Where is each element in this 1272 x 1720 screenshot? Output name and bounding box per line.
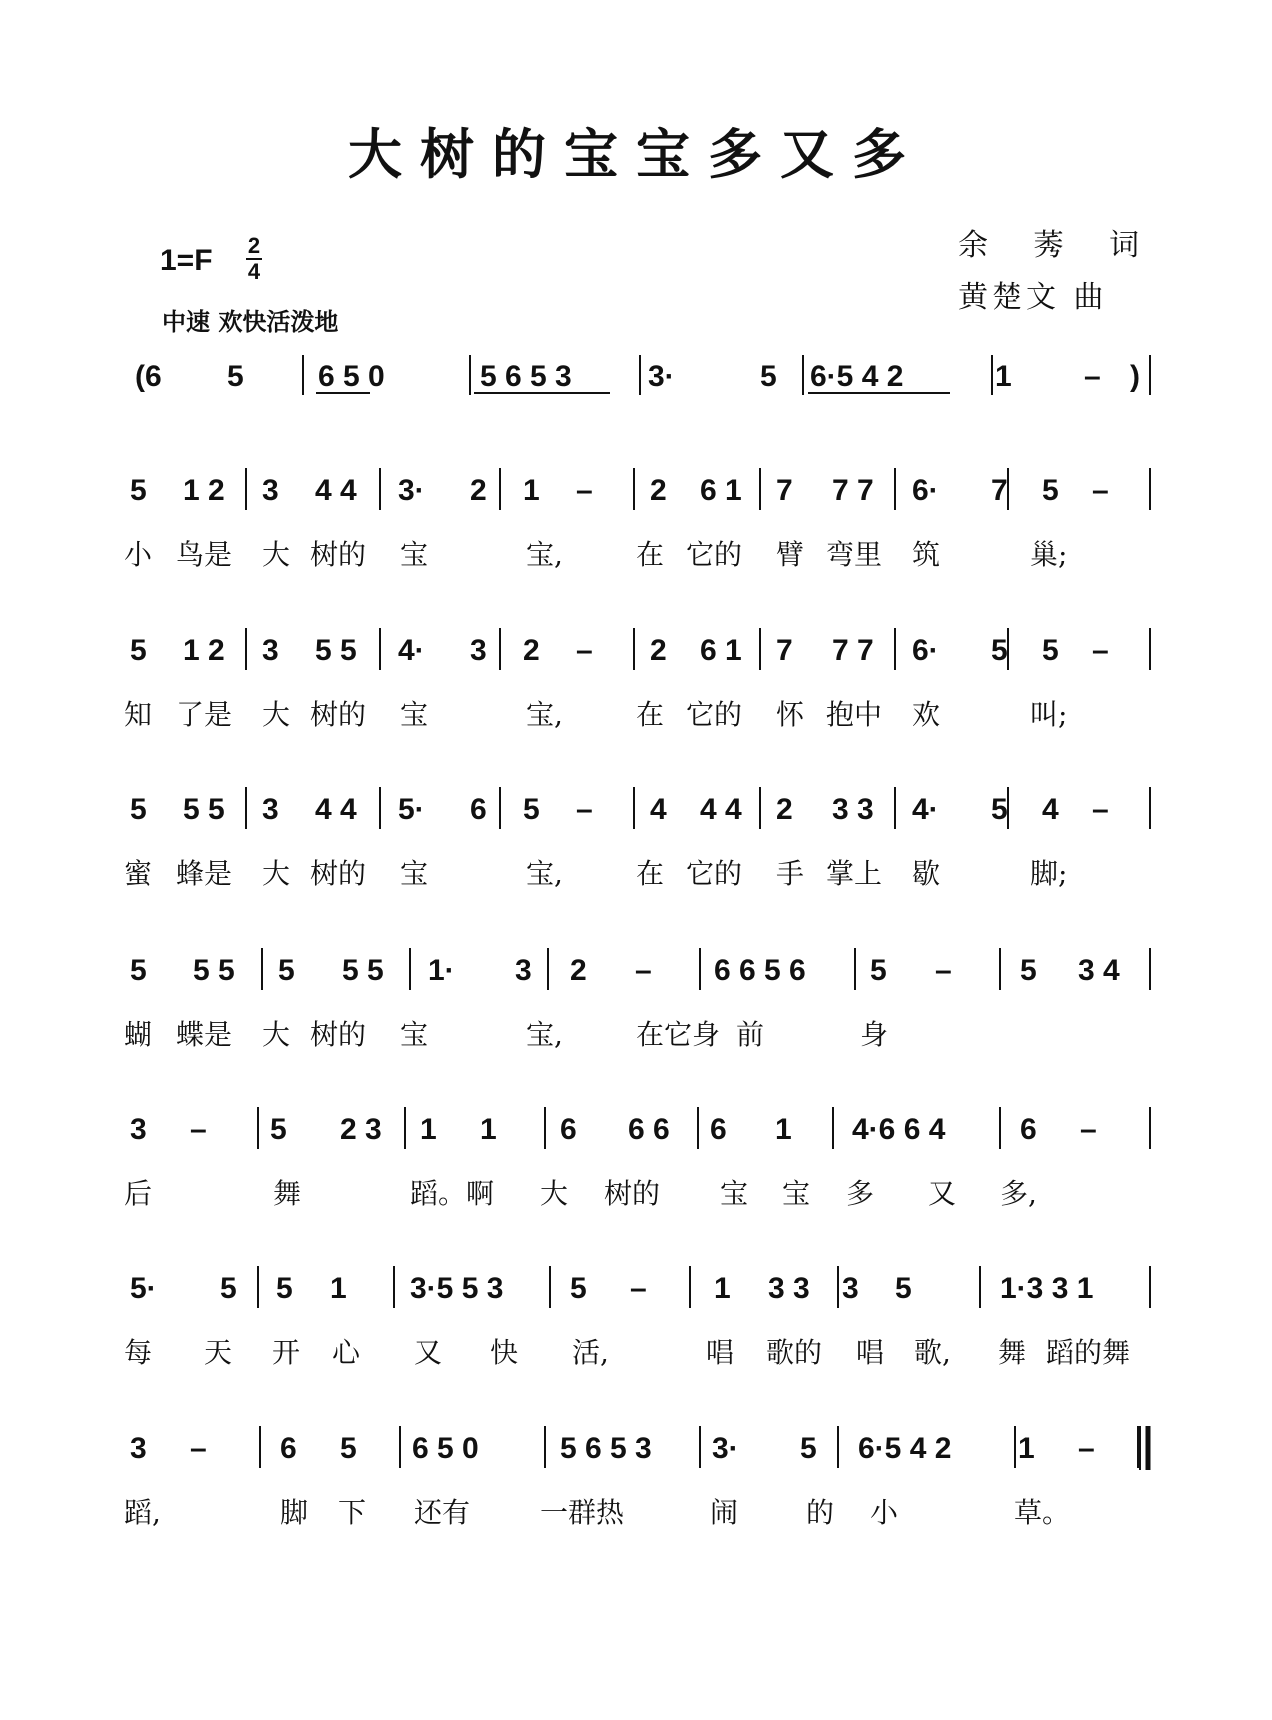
lyric-syllable: 多: [846, 1177, 875, 1210]
lyric-syllable: 弯里: [826, 538, 883, 571]
score-note: 2: [650, 634, 667, 667]
lyric-syllable: 又: [414, 1336, 443, 1369]
lyric-syllable: 蜂是: [176, 857, 233, 890]
score-note: –: [635, 954, 652, 987]
lyric-syllable: 快: [490, 1336, 519, 1369]
key-signature: 1=F: [160, 244, 213, 277]
score-note: 3: [470, 634, 487, 667]
score-note: 7: [991, 474, 1008, 507]
score-note: 5: [130, 474, 147, 507]
score-note: 5 5: [342, 954, 384, 987]
score-note: 6: [560, 1113, 577, 1146]
lyric-syllable: 树的: [310, 857, 367, 890]
lyricist-credit: 余 莠 词: [958, 228, 1158, 263]
lyric-syllable: 树的: [310, 1018, 367, 1051]
lyric-syllable: 叫;: [1030, 698, 1068, 731]
score-note: 4 4: [315, 793, 357, 826]
lyric-syllable: 宝: [782, 1177, 811, 1210]
lyric-syllable: 抱中: [826, 698, 883, 731]
lyric-syllable: 在: [636, 698, 665, 731]
lyric-syllable: 小: [124, 538, 153, 571]
time-signature-top: 2: [247, 233, 261, 258]
lyric-syllable: 草。: [1014, 1496, 1071, 1529]
score-note: 5: [523, 793, 540, 826]
score-note: –: [1092, 793, 1109, 826]
score-note: 1: [1018, 1432, 1035, 1465]
score-note: 3·5 5 3: [410, 1272, 504, 1305]
score-note: 5·: [130, 1272, 157, 1305]
score-note: 3: [262, 634, 279, 667]
lyric-syllable: 手: [776, 857, 805, 890]
score-note: 3·: [398, 474, 425, 507]
lyric-syllable: 宝,: [526, 538, 563, 571]
lyric-syllable: 在它身: [636, 1018, 721, 1051]
lyric-syllable: 在: [636, 857, 665, 890]
score-note: 3: [842, 1272, 859, 1305]
lyric-syllable: 臂: [776, 538, 805, 571]
time-signature-bottom: 4: [247, 259, 261, 284]
lyric-syllable: 巢;: [1030, 538, 1068, 571]
score-note: 6 6: [628, 1113, 670, 1146]
lyric-syllable: 唱: [856, 1336, 885, 1369]
score-note: 2 3: [340, 1113, 382, 1146]
lyric-syllable: 蹈。啊: [410, 1177, 495, 1210]
lyric-syllable: 下: [338, 1496, 367, 1529]
score-note: 6 1: [700, 474, 742, 507]
lyric-syllable: 蝴: [124, 1018, 153, 1051]
intro-note: 3·: [648, 360, 675, 393]
score-note: 7: [776, 634, 793, 667]
lyric-syllable: 一群热: [540, 1496, 625, 1529]
score-note: 4·6 6 4: [852, 1113, 946, 1146]
intro-note: (6: [135, 360, 162, 393]
score-note: 1: [523, 474, 540, 507]
score-note: –: [1092, 634, 1109, 667]
lyric-syllable: 它的: [686, 857, 743, 890]
score-note: 5: [130, 793, 147, 826]
score-note: 1: [480, 1113, 497, 1146]
lyric-syllable: 蝶是: [176, 1018, 233, 1051]
lyric-syllable: 蹈的舞: [1046, 1336, 1131, 1369]
score-note: 5: [1020, 954, 1037, 987]
score-note: 5: [870, 954, 887, 987]
score-note: 1: [714, 1272, 731, 1305]
score-note: –: [1080, 1113, 1097, 1146]
lyric-syllable: 怀: [776, 698, 805, 731]
score-note: 3·: [712, 1432, 739, 1465]
lyric-syllable: 还有: [414, 1496, 471, 1529]
score-note: –: [1078, 1432, 1095, 1465]
lyric-syllable: 它的: [686, 698, 743, 731]
score-note: 4: [1042, 793, 1059, 826]
lyric-syllable: 后: [124, 1177, 153, 1210]
score-note: 1: [775, 1113, 792, 1146]
score-note: 6: [280, 1432, 297, 1465]
score-note: 3 3: [832, 793, 874, 826]
lyric-syllable: 它的: [686, 538, 743, 571]
lyric-syllable: 唱: [706, 1336, 735, 1369]
lyric-syllable: 宝,: [526, 857, 563, 890]
lyric-syllable: 多,: [1000, 1177, 1037, 1210]
intro-note: 5: [760, 360, 777, 393]
score-note: 1 2: [183, 634, 225, 667]
lyric-syllable: 蹈,: [124, 1496, 161, 1529]
score-note: –: [576, 474, 593, 507]
score-note: 2: [523, 634, 540, 667]
score-note: 5: [130, 954, 147, 987]
lyric-syllable: 树的: [310, 538, 367, 571]
score-note: –: [630, 1272, 647, 1305]
lyric-syllable: 树的: [310, 698, 367, 731]
lyric-syllable: 蜜: [124, 857, 153, 890]
intro-note: 1: [995, 360, 1012, 393]
lyric-syllable: 每: [124, 1336, 153, 1369]
score-note: 3: [262, 474, 279, 507]
score-note: 5: [895, 1272, 912, 1305]
score-note: 5: [220, 1272, 237, 1305]
intro-note: –: [1084, 360, 1101, 393]
lyric-syllable: 宝,: [526, 1018, 563, 1051]
lyric-syllable: 宝: [400, 857, 429, 890]
intro-note: 6 5 0: [318, 360, 385, 393]
score-note: 5 5: [315, 634, 357, 667]
lyric-syllable: 开: [272, 1336, 301, 1369]
score-note: 2: [470, 474, 487, 507]
score-note: 3 3: [768, 1272, 810, 1305]
score-note: –: [576, 634, 593, 667]
lyric-syllable: 大: [262, 698, 291, 731]
score-note: 5: [278, 954, 295, 987]
intro-note: ): [1130, 360, 1140, 393]
score-note: 6: [1020, 1113, 1037, 1146]
intro-note: 5 6 5 3: [480, 360, 572, 393]
score-note: –: [935, 954, 952, 987]
score-note: –: [576, 793, 593, 826]
score-note: –: [1092, 474, 1109, 507]
score-note: 3: [515, 954, 532, 987]
score-note: 5: [800, 1432, 817, 1465]
score-note: 4·: [912, 793, 939, 826]
lyric-syllable: 歇: [912, 857, 941, 890]
lyric-syllable: 知: [124, 698, 153, 731]
score-note: 6·: [912, 634, 939, 667]
score-note: 5·: [398, 793, 425, 826]
lyric-syllable: 小: [870, 1496, 899, 1529]
lyric-syllable: 宝: [400, 1018, 429, 1051]
lyric-syllable: 宝: [720, 1177, 749, 1210]
score-note: 6: [710, 1113, 727, 1146]
lyric-syllable: 天: [204, 1336, 233, 1369]
score-note: 5: [991, 793, 1008, 826]
lyric-syllable: 前: [736, 1018, 765, 1051]
lyric-syllable: 活,: [572, 1336, 609, 1369]
score-note: 4 4: [700, 793, 742, 826]
score-note: 5 6 5 3: [560, 1432, 652, 1465]
lyric-syllable: 大: [540, 1177, 569, 1210]
score-note: 1: [420, 1113, 437, 1146]
lyric-syllable: 心: [332, 1336, 361, 1369]
score-note: –: [190, 1113, 207, 1146]
lyric-syllable: 身: [860, 1018, 889, 1051]
lyric-syllable: 又: [928, 1177, 957, 1210]
score-note: 6·5 4 2: [858, 1432, 952, 1465]
lyric-syllable: 脚: [280, 1496, 309, 1529]
lyric-syllable: 宝: [400, 538, 429, 571]
score-note: 1 2: [183, 474, 225, 507]
lyric-syllable: 大: [262, 538, 291, 571]
lyric-syllable: 宝,: [526, 698, 563, 731]
score-note: –: [190, 1432, 207, 1465]
score-note: 1·: [428, 954, 455, 987]
lyric-syllable: 舞: [998, 1336, 1027, 1369]
lyric-syllable: 歌,: [914, 1336, 951, 1369]
score-note: 3: [130, 1113, 147, 1146]
score-note: 7 7: [832, 474, 874, 507]
score-note: 5: [340, 1432, 357, 1465]
intro-note: 5: [227, 360, 244, 393]
score-note: 2: [650, 474, 667, 507]
song-title: 大树的宝宝多又多: [348, 122, 924, 186]
score-note: 3 4: [1078, 954, 1120, 987]
score-note: 1·3 3 1: [1000, 1272, 1094, 1305]
score-note: 4·: [398, 634, 425, 667]
score-note: 7 7: [832, 634, 874, 667]
score-note: 1: [330, 1272, 347, 1305]
score-note: 5 5: [193, 954, 235, 987]
lyric-syllable: 舞: [273, 1177, 302, 1210]
score-note: 2: [776, 793, 793, 826]
lyric-syllable: 鸟是: [176, 538, 233, 571]
score-note: 5: [1042, 634, 1059, 667]
score-note: 5: [130, 634, 147, 667]
score-note: 5: [570, 1272, 587, 1305]
score-note: 6·: [912, 474, 939, 507]
lyric-syllable: 闹: [710, 1496, 739, 1529]
score-note: 5: [1042, 474, 1059, 507]
lyric-syllable: 歌的: [766, 1336, 823, 1369]
lyric-syllable: 欢: [912, 698, 941, 731]
lyric-syllable: 宝: [400, 698, 429, 731]
intro-note: 6·5 4 2: [810, 360, 904, 393]
lyric-syllable: 筑: [912, 538, 941, 571]
score-note: 3: [130, 1432, 147, 1465]
score-note: 2: [570, 954, 587, 987]
score-note: 6 1: [700, 634, 742, 667]
lyric-syllable: 大: [262, 857, 291, 890]
score-note: 6 5 0: [412, 1432, 479, 1465]
tempo-marking: 中速 欢快活泼地: [162, 308, 339, 336]
lyric-syllable: 掌上: [826, 857, 883, 890]
score-note: 5 5: [183, 793, 225, 826]
score-note: 5: [270, 1113, 287, 1146]
lyric-syllable: 的: [806, 1496, 835, 1529]
score-note: 7: [776, 474, 793, 507]
lyric-syllable: 脚;: [1030, 857, 1068, 890]
score-note: 4: [650, 793, 667, 826]
score-note: 3: [262, 793, 279, 826]
score-note: 5: [991, 634, 1008, 667]
lyric-syllable: 树的: [604, 1177, 661, 1210]
score-note: 6 6 5 6: [714, 954, 806, 987]
lyric-syllable: 大: [262, 1018, 291, 1051]
lyric-syllable: 在: [636, 538, 665, 571]
score-note: 4 4: [315, 474, 357, 507]
score-note: 6: [470, 793, 487, 826]
lyric-syllable: 了是: [176, 698, 233, 731]
score-note: 5: [276, 1272, 293, 1305]
composer-credit: 黄楚文 曲: [958, 280, 1108, 315]
